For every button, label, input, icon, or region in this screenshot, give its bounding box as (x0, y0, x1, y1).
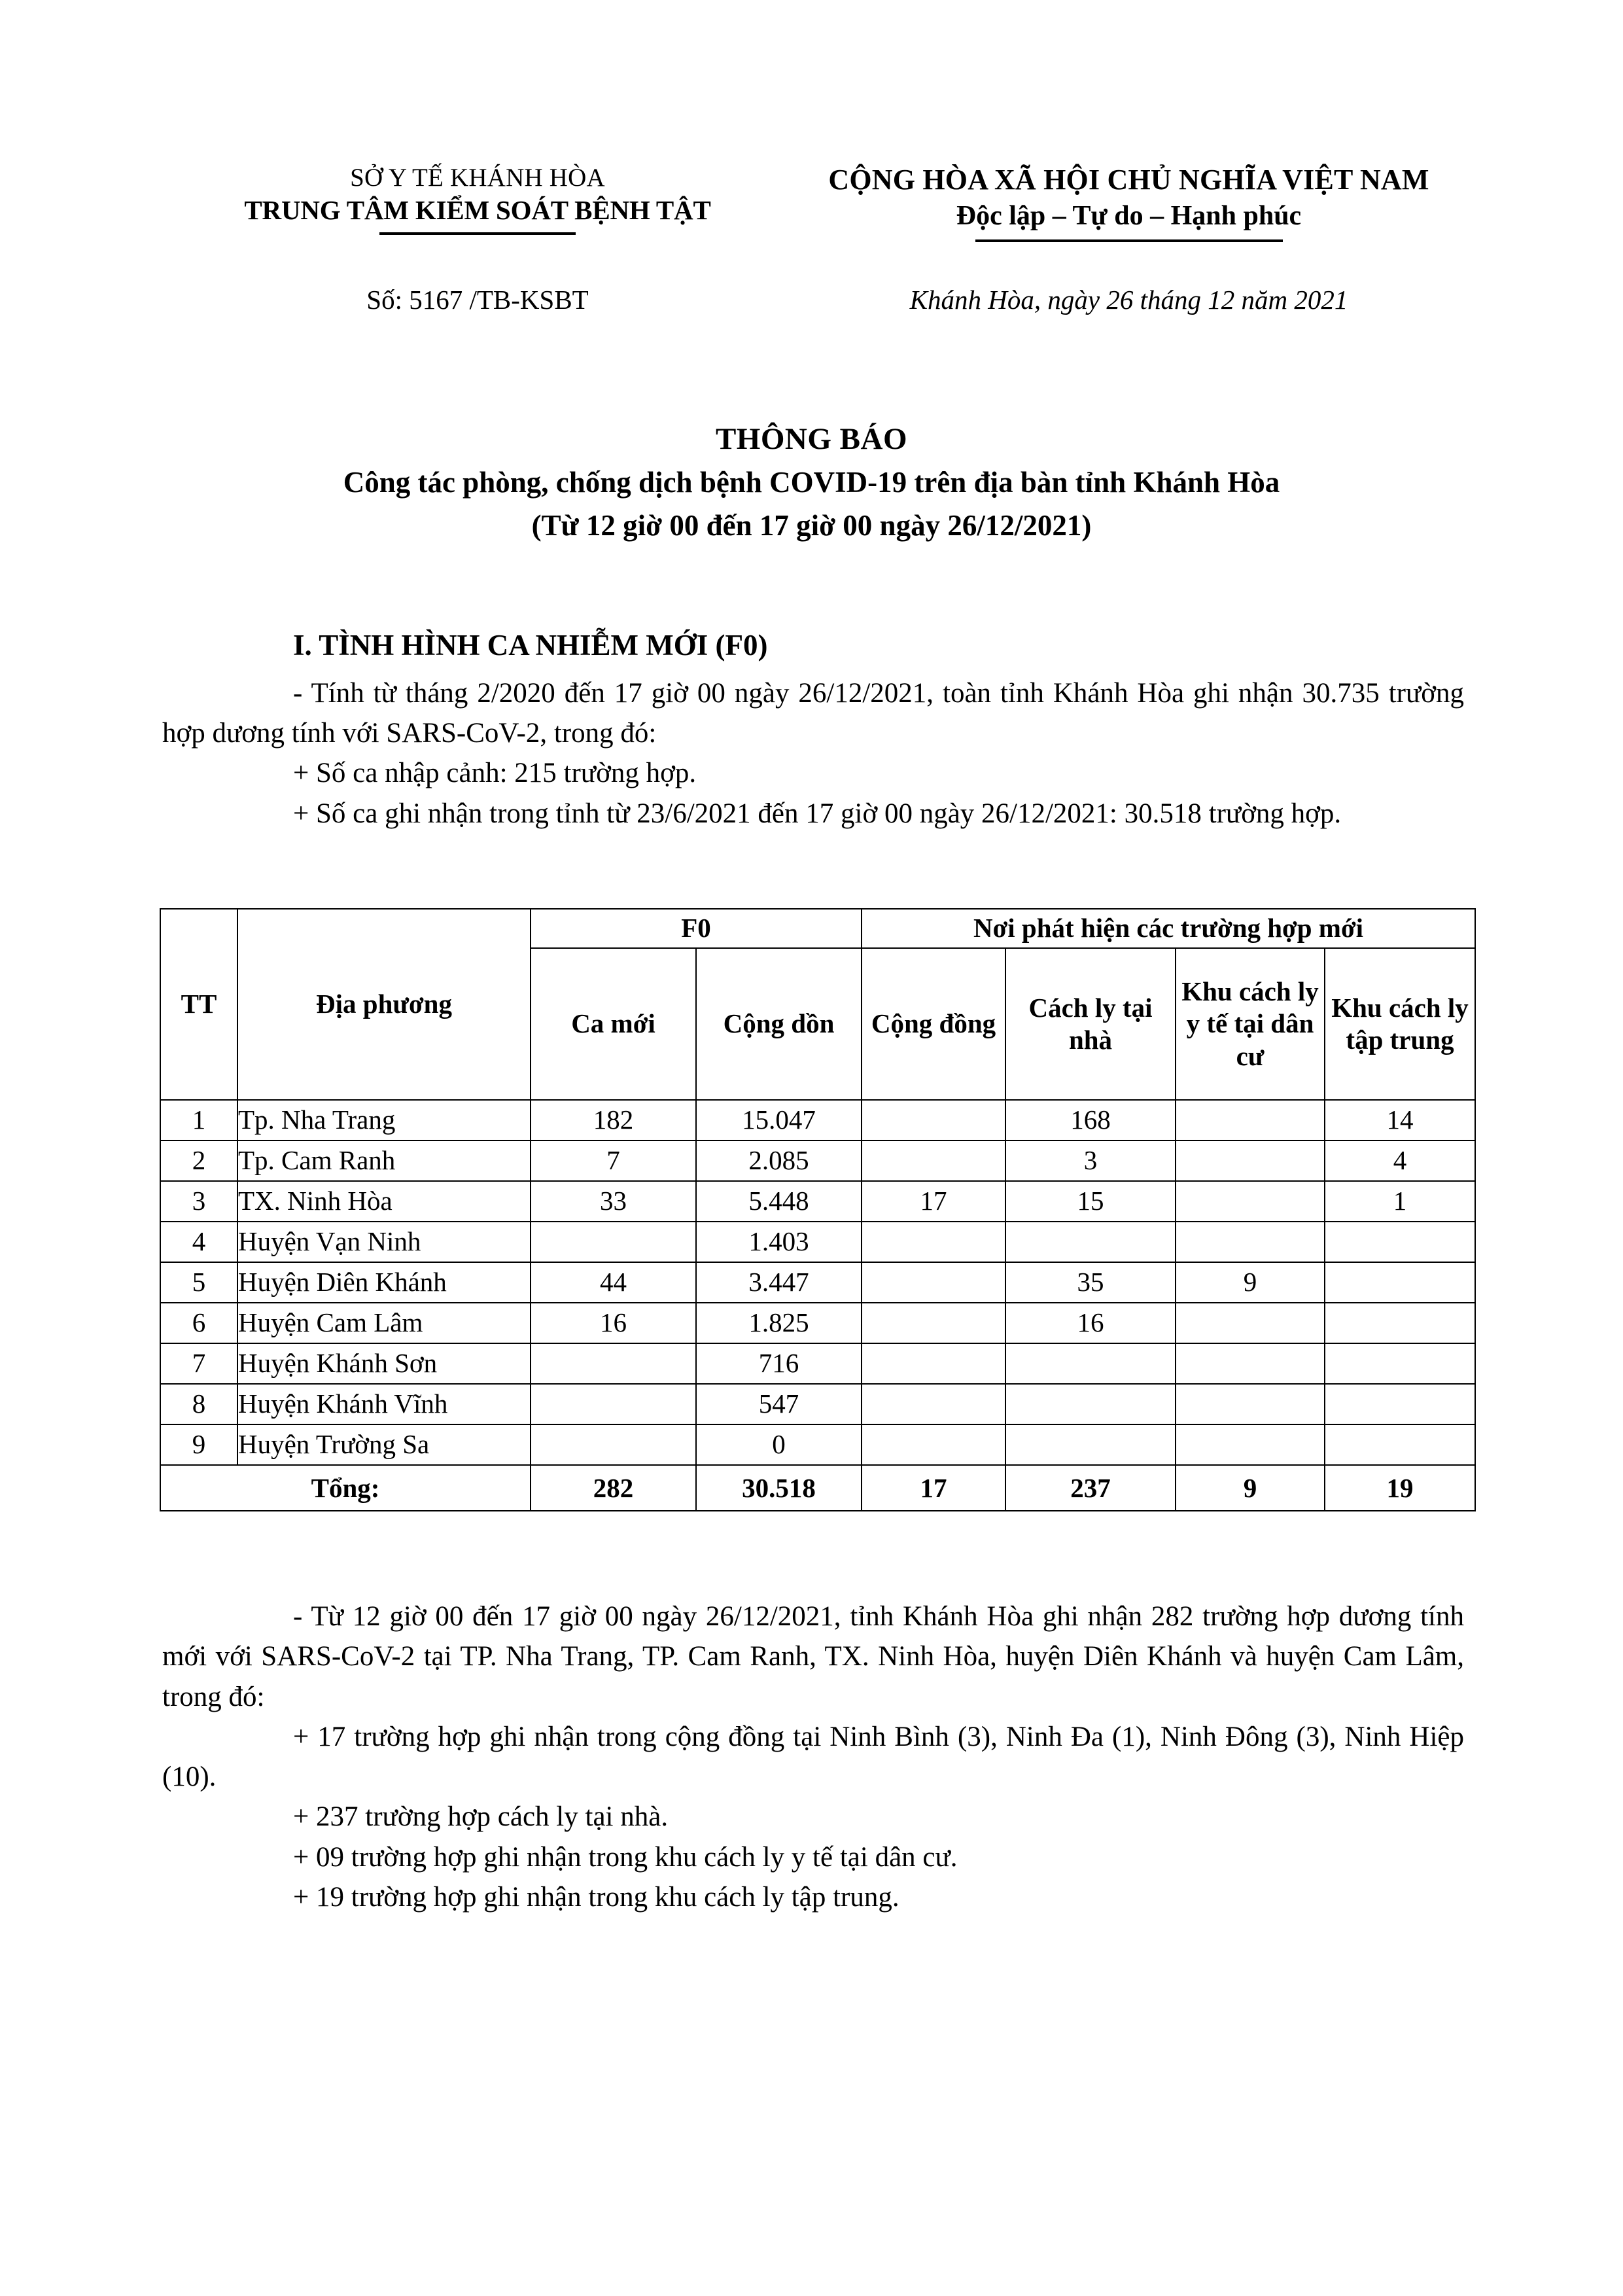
th-home-quarantine: Cách ly tại nhà (1005, 948, 1176, 1100)
row-medical-area (1176, 1140, 1325, 1181)
table-row (160, 1181, 1475, 1222)
row-index: 8 (160, 1384, 237, 1424)
th-tt: TT (160, 909, 237, 1100)
footer-paragraph-3: + 237 trường hợp cách ly tại nhà. (293, 1801, 669, 1833)
row-locality: Huyện Khánh Vĩnh (237, 1384, 531, 1424)
row-medical-area (1176, 1181, 1325, 1222)
row-locality: Huyện Vạn Ninh (237, 1222, 531, 1262)
row-medical-area (1176, 1303, 1325, 1343)
table-header-group-row (160, 909, 1475, 948)
row-central-area: 1 (1325, 1181, 1475, 1222)
row-central-area (1325, 1343, 1475, 1384)
department-name: SỞ Y TẾ KHÁNH HÒA (350, 164, 605, 192)
row-new-cases: 7 (531, 1140, 696, 1181)
f0-statistics-table-wrapper (160, 908, 1475, 1511)
total-new-cases: 282 (531, 1465, 696, 1511)
row-index: 4 (160, 1222, 237, 1262)
table-row (160, 1140, 1475, 1181)
row-medical-area (1176, 1424, 1325, 1465)
table-foot (160, 1465, 1475, 1511)
th-locality: Địa phương (237, 909, 531, 1100)
national-motto: Độc lập – Tự do – Hạnh phúc (956, 200, 1302, 231)
row-index: 9 (160, 1424, 237, 1465)
letterhead-divider-left (379, 232, 576, 235)
table-body (160, 1100, 1475, 1465)
document-number: Số: 5167 /TB-KSBT (366, 285, 589, 315)
row-index: 2 (160, 1140, 237, 1181)
row-central-area (1325, 1262, 1475, 1303)
section-1-paragraph-3: + Số ca ghi nhận trong tỉnh từ 23/6/2021 đến 17 giờ 00 ngày 26/12/2021: 30.518 trường hợp. (293, 798, 1342, 829)
f0-statistics-table (160, 908, 1476, 1511)
row-new-cases: 182 (531, 1100, 696, 1140)
row-central-area (1325, 1424, 1475, 1465)
th-cumulative: Cộng dồn (696, 948, 862, 1100)
section-1-paragraph-2: + Số ca nhập cảnh: 215 trường hợp. (293, 758, 697, 789)
center-name: TRUNG TÂM KIỂM SOÁT BỆNH TẬT (244, 194, 711, 225)
row-medical-area: 9 (1176, 1262, 1325, 1303)
row-new-cases: 16 (531, 1303, 696, 1343)
row-medical-area (1176, 1222, 1325, 1262)
row-central-area: 14 (1325, 1100, 1475, 1140)
row-index: 7 (160, 1343, 237, 1384)
row-cumulative: 716 (696, 1343, 862, 1384)
document-meta-row (0, 284, 1623, 315)
row-medical-area (1176, 1100, 1325, 1140)
row-cumulative: 5.448 (696, 1181, 862, 1222)
row-home-quarantine: 16 (1005, 1303, 1176, 1343)
row-new-cases (531, 1424, 696, 1465)
section-heading-1: I. TÌNH HÌNH CA NHIỄM MỚI (F0) (293, 629, 768, 662)
total-home: 237 (1005, 1465, 1176, 1511)
row-index: 5 (160, 1262, 237, 1303)
row-cumulative: 3.447 (696, 1262, 862, 1303)
row-home-quarantine (1005, 1424, 1176, 1465)
row-index: 1 (160, 1100, 237, 1140)
row-cumulative: 2.085 (696, 1140, 862, 1181)
table-row (160, 1100, 1475, 1140)
row-community (862, 1343, 1005, 1384)
row-cumulative: 15.047 (696, 1100, 862, 1140)
row-cumulative: 547 (696, 1384, 862, 1424)
th-new-cases: Ca mới (531, 948, 696, 1100)
footer-paragraph-5: + 19 trường hợp ghi nhận trong khu cách ly tập trung. (293, 1881, 899, 1913)
table-row (160, 1303, 1475, 1343)
national-heading-block (765, 162, 1492, 242)
th-central-quarantine-area: Khu cách ly tập trung (1325, 948, 1475, 1100)
row-cumulative: 0 (696, 1424, 862, 1465)
table-total-row (160, 1465, 1475, 1511)
row-locality: Huyện Diên Khánh (237, 1262, 531, 1303)
row-locality: TX. Ninh Hòa (237, 1181, 531, 1222)
table-row (160, 1384, 1475, 1424)
th-group-detection-place: Nơi phát hiện các trường hợp mới (862, 909, 1475, 948)
row-new-cases (531, 1384, 696, 1424)
row-index: 3 (160, 1181, 237, 1222)
row-community (862, 1262, 1005, 1303)
row-locality: Tp. Cam Ranh (237, 1140, 531, 1181)
table-row (160, 1343, 1475, 1384)
footer-paragraph-2: + 17 trường hợp ghi nhận trong cộng đồng tại Ninh Bình (3), Ninh Đa (1), Ninh Đông (3), Ninh Hiệp (10). (162, 1721, 1464, 1793)
table-row (160, 1222, 1475, 1262)
row-home-quarantine (1005, 1343, 1176, 1384)
row-locality: Tp. Nha Trang (237, 1100, 531, 1140)
letterhead-divider-right (975, 239, 1283, 242)
row-community (862, 1384, 1005, 1424)
page-title: THÔNG BÁO (715, 422, 908, 456)
row-new-cases: 44 (531, 1262, 696, 1303)
title-subtitle-line2: (Từ 12 giờ 00 đến 17 giờ 00 ngày 26/12/2021) (531, 509, 1092, 542)
letterhead (0, 162, 1623, 242)
row-home-quarantine: 35 (1005, 1262, 1176, 1303)
footer-paragraph-1: - Từ 12 giờ 00 đến 17 giờ 00 ngày 26/12/2021, tỉnh Khánh Hòa ghi nhận 282 trường hợp dương tính mới với SARS-CoV-2 tại TP. Nha Trang, TP. Cam Ranh, TX. Ninh Hòa, huyện Diên Khánh và huyện Cam Lâm, trong đó: (162, 1601, 1464, 1712)
table-head (160, 909, 1475, 1100)
row-new-cases: 33 (531, 1181, 696, 1222)
row-home-quarantine (1005, 1384, 1176, 1424)
row-locality: Huyện Trường Sa (237, 1424, 531, 1465)
row-locality: Huyện Khánh Sơn (237, 1343, 531, 1384)
section-one-footer (162, 1597, 1464, 1917)
th-community: Cộng đồng (862, 948, 1005, 1100)
row-home-quarantine (1005, 1222, 1176, 1262)
country-name: CỘNG HÒA XÃ HỘI CHỦ NGHĨA VIỆT NAM (828, 164, 1429, 196)
row-community (862, 1424, 1005, 1465)
total-cumulative: 30.518 (696, 1465, 862, 1511)
issuing-authority-block (190, 162, 765, 235)
row-medical-area (1176, 1343, 1325, 1384)
row-community (862, 1303, 1005, 1343)
table-row (160, 1424, 1475, 1465)
row-home-quarantine: 168 (1005, 1100, 1176, 1140)
row-community (862, 1222, 1005, 1262)
section-1-paragraph-1: - Tính từ tháng 2/2020 đến 17 giờ 00 ngày 26/12/2021, toàn tỉnh Khánh Hòa ghi nhận 30.735 trường hợp dương tính với SARS-CoV-2, trong đó: (162, 677, 1464, 749)
total-central: 19 (1325, 1465, 1475, 1511)
row-central-area: 4 (1325, 1140, 1475, 1181)
row-home-quarantine: 15 (1005, 1181, 1176, 1222)
total-label: Tổng: (160, 1465, 531, 1511)
row-new-cases (531, 1343, 696, 1384)
table-row (160, 1262, 1475, 1303)
row-central-area (1325, 1303, 1475, 1343)
row-community (862, 1140, 1005, 1181)
document-title-block (0, 419, 1623, 546)
row-locality: Huyện Cam Lâm (237, 1303, 531, 1343)
th-group-f0: F0 (531, 909, 862, 948)
row-central-area (1325, 1222, 1475, 1262)
row-cumulative: 1.825 (696, 1303, 862, 1343)
row-community: 17 (862, 1181, 1005, 1222)
row-central-area (1325, 1384, 1475, 1424)
th-medical-quarantine-area: Khu cách ly y tế tại dân cư (1176, 948, 1325, 1100)
title-subtitle-line1: Công tác phòng, chống dịch bệnh COVID-19 trên địa bàn tỉnh Khánh Hòa (343, 466, 1280, 499)
total-medical: 9 (1176, 1465, 1325, 1511)
row-new-cases (531, 1222, 696, 1262)
row-index: 6 (160, 1303, 237, 1343)
row-community (862, 1100, 1005, 1140)
footer-paragraph-4: + 09 trường hợp ghi nhận trong khu cách ly y tế tại dân cư. (293, 1841, 958, 1873)
total-community: 17 (862, 1465, 1005, 1511)
row-cumulative: 1.403 (696, 1222, 862, 1262)
document-date: Khánh Hòa, ngày 26 tháng 12 năm 2021 (909, 285, 1348, 315)
row-medical-area (1176, 1384, 1325, 1424)
section-one-body (162, 625, 1464, 834)
row-home-quarantine: 3 (1005, 1140, 1176, 1181)
